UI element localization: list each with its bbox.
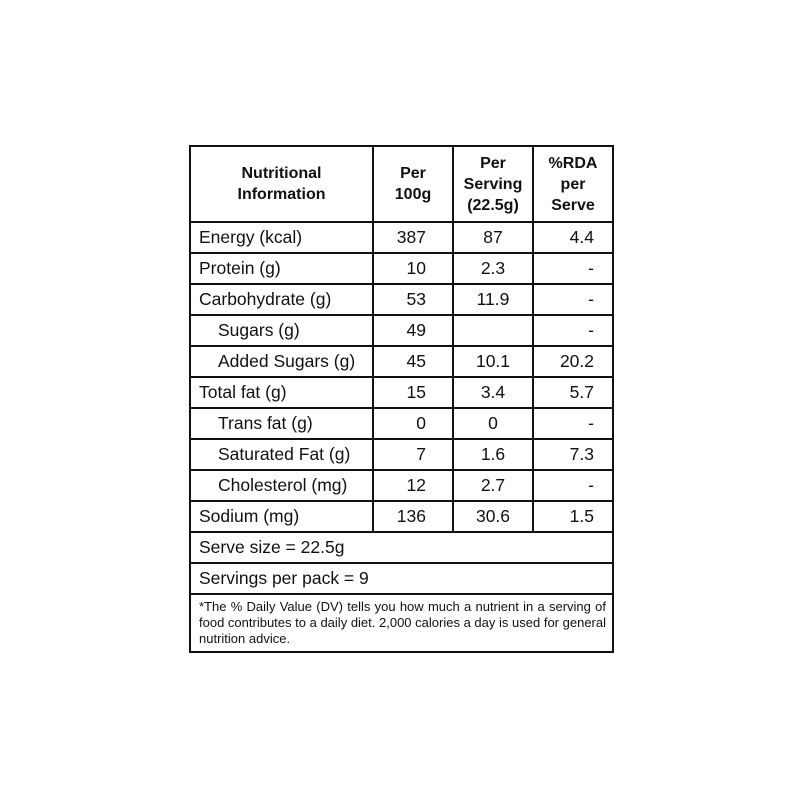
header-rda-line3: Serve	[551, 196, 595, 214]
row-label-protein: Protein (g)	[190, 253, 373, 284]
header-row	[190, 146, 613, 222]
row-per100-cholesterol: 12	[373, 470, 453, 501]
header-serving-line3: (22.5g)	[467, 196, 519, 214]
row-label-total-fat: Total fat (g)	[190, 377, 373, 408]
row-label-added-sugars: Added Sugars (g)	[190, 346, 373, 377]
row-rda-trans-fat: -	[533, 408, 613, 439]
row-per100-carbohydrate: 53	[373, 284, 453, 315]
row-per100-energy: 387	[373, 222, 453, 253]
header-rda-line1: %RDA	[548, 154, 598, 172]
table-row	[190, 284, 613, 315]
row-rda-total-fat: 5.7	[533, 377, 613, 408]
row-per100-trans-fat: 0	[373, 408, 453, 439]
row-rda-carbohydrate: -	[533, 284, 613, 315]
header-nutrient-line1: Nutritional	[241, 165, 322, 182]
header-nutrient-line2: Information	[237, 186, 326, 203]
footnote-row	[190, 594, 613, 652]
table-row	[190, 377, 613, 408]
row-rda-energy: 4.4	[533, 222, 613, 253]
header-per-100g	[373, 146, 453, 222]
row-rda-protein: -	[533, 253, 613, 284]
row-serving-total-fat: 3.4	[453, 377, 533, 408]
row-serving-protein: 2.3	[453, 253, 533, 284]
table-row	[190, 408, 613, 439]
row-serving-added-sugars: 10.1	[453, 346, 533, 377]
row-rda-saturated-fat: 7.3	[533, 439, 613, 470]
table-row	[190, 439, 613, 470]
row-label-cholesterol: Cholesterol (mg)	[190, 470, 373, 501]
table-row	[190, 346, 613, 377]
row-per100-saturated-fat: 7	[373, 439, 453, 470]
header-nutritional-information	[190, 146, 373, 222]
header-rda-per-serve	[533, 146, 613, 222]
header-rda-line2: per	[560, 175, 586, 193]
row-per100-protein: 10	[373, 253, 453, 284]
row-per100-sodium: 136	[373, 501, 453, 532]
header-per100-line2: 100g	[394, 186, 432, 203]
header-serving-line2: Serving	[463, 175, 523, 193]
header-serving-line1: Per	[480, 154, 506, 172]
table-row	[190, 222, 613, 253]
row-label-sodium: Sodium (mg)	[190, 501, 373, 532]
row-serving-saturated-fat: 1.6	[453, 439, 533, 470]
row-per100-added-sugars: 45	[373, 346, 453, 377]
table-row	[190, 470, 613, 501]
table-row	[190, 501, 613, 532]
row-serving-cholesterol: 2.7	[453, 470, 533, 501]
row-serving-sodium: 30.6	[453, 501, 533, 532]
row-rda-sugars: -	[533, 315, 613, 346]
servings-per-pack-text: Servings per pack = 9	[190, 563, 613, 594]
table-row	[190, 315, 613, 346]
serve-size-text: Serve size = 22.5g	[190, 532, 613, 563]
row-serving-energy: 87	[453, 222, 533, 253]
row-per100-sugars: 49	[373, 315, 453, 346]
row-rda-cholesterol: -	[533, 470, 613, 501]
row-per100-total-fat: 15	[373, 377, 453, 408]
row-serving-carbohydrate: 11.9	[453, 284, 533, 315]
row-serving-trans-fat: 0	[453, 408, 533, 439]
serve-size-row	[190, 532, 613, 563]
row-rda-sodium: 1.5	[533, 501, 613, 532]
row-label-carbohydrate: Carbohydrate (g)	[190, 284, 373, 315]
row-label-saturated-fat: Saturated Fat (g)	[190, 439, 373, 470]
servings-per-pack-row	[190, 563, 613, 594]
row-rda-added-sugars: 20.2	[533, 346, 613, 377]
row-label-trans-fat: Trans fat (g)	[190, 408, 373, 439]
table-row	[190, 253, 613, 284]
row-label-sugars: Sugars (g)	[190, 315, 373, 346]
nutrition-table	[189, 145, 614, 653]
footnote-text: *The % Daily Value (DV) tells you how much a nutrient in a serving of food contributes to a daily diet. 2,000 calories a day is used for general nutrition advice.	[190, 594, 613, 652]
row-label-energy: Energy (kcal)	[190, 222, 373, 253]
header-per100-line1: Per	[400, 165, 426, 182]
row-serving-sugars	[453, 315, 533, 346]
header-per-serving	[453, 146, 533, 222]
